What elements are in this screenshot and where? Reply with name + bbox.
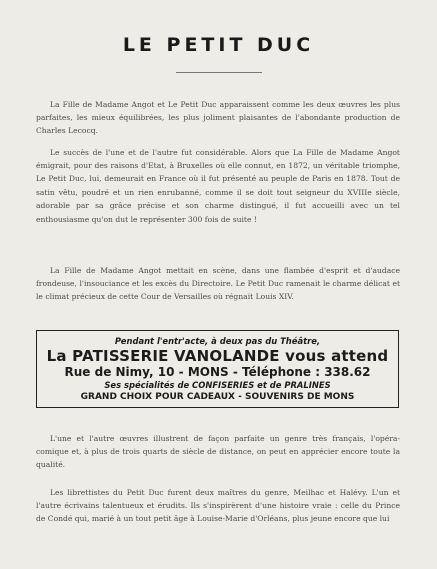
paragraph-genre: L'une et l'autre œuvres illustrent de façon parfaite un genre très français, l'opéra-comique et, à plus de trois quarts de siècle de distance, on peut en apprécier encore toute la qualité. bbox=[36, 433, 400, 470]
patisserie-advertisement bbox=[36, 330, 399, 408]
paragraph-librettists: Les librettistes du Petit Duc furent deux maîtres du genre, Meilhac et Halévy. L'un et l'autre écrivains talentueux et érudits. Ils s'inspirèrent d'une histoire vraie : celle du Prince de Condé qui, marié à un tout petit âge à Louise-Marie d'Orléans, plus jeune encore que lui bbox=[36, 487, 400, 524]
paragraph-comparison: La Fille de Madame Angot mettait en scène, dans une flambée d'esprit et d'audace frondeuse, l'insouciance et les excès du Directoire. Le Petit Duc ramenait le charme délicat et le climat précieux de cette Cour de Versailles où régnait Louis XIV. bbox=[36, 265, 400, 302]
title-divider bbox=[176, 72, 262, 73]
ad-address: Rue de Nimy, 10 - MONS - Téléphone : 338.62 bbox=[64, 365, 371, 379]
ad-gifts: GRAND CHOIX POUR CADEAUX - SOUVENIRS DE MONS bbox=[80, 392, 355, 402]
ad-intro-line: Pendant l'entr'acte, à deux pas du Théâtre, bbox=[114, 336, 321, 346]
ad-headline: La PATISSERIE VANOLANDE vous attend bbox=[46, 347, 389, 365]
page-title: LE PETIT DUC bbox=[122, 34, 315, 56]
ad-specialties: Ses spécialités de CONFISERIES et de PRALINES bbox=[104, 380, 331, 390]
paragraph-success: Le succès de l'une et de l'autre fut considérable. Alors que La Fille de Madame Angot émigrait, pour des raisons d'Etat, à Bruxelles où elle connut, en 1872, un véritable triomphe, Le Petit Duc, lui, demeurait en France où il fut présenté au peuple de Paris en 1878. Tout de satin vêtu, poudré et un rien enrubanné, comme il se doit tout seigneur du XVIIIe siècle, adorable par sa grâce précise et son charme distingué, il fut accueilli avec un tel enthousiasme qu'on dut le représenter 300 fois de suite ! bbox=[36, 147, 400, 224]
paragraph-intro: La Fille de Madame Angot et Le Petit Duc apparaissent comme les deux œuvres les plus parfaites, les mieux équilibrées, les plus joliment plaisantes de l'abondante production de Charles Lecocq. bbox=[36, 99, 400, 136]
